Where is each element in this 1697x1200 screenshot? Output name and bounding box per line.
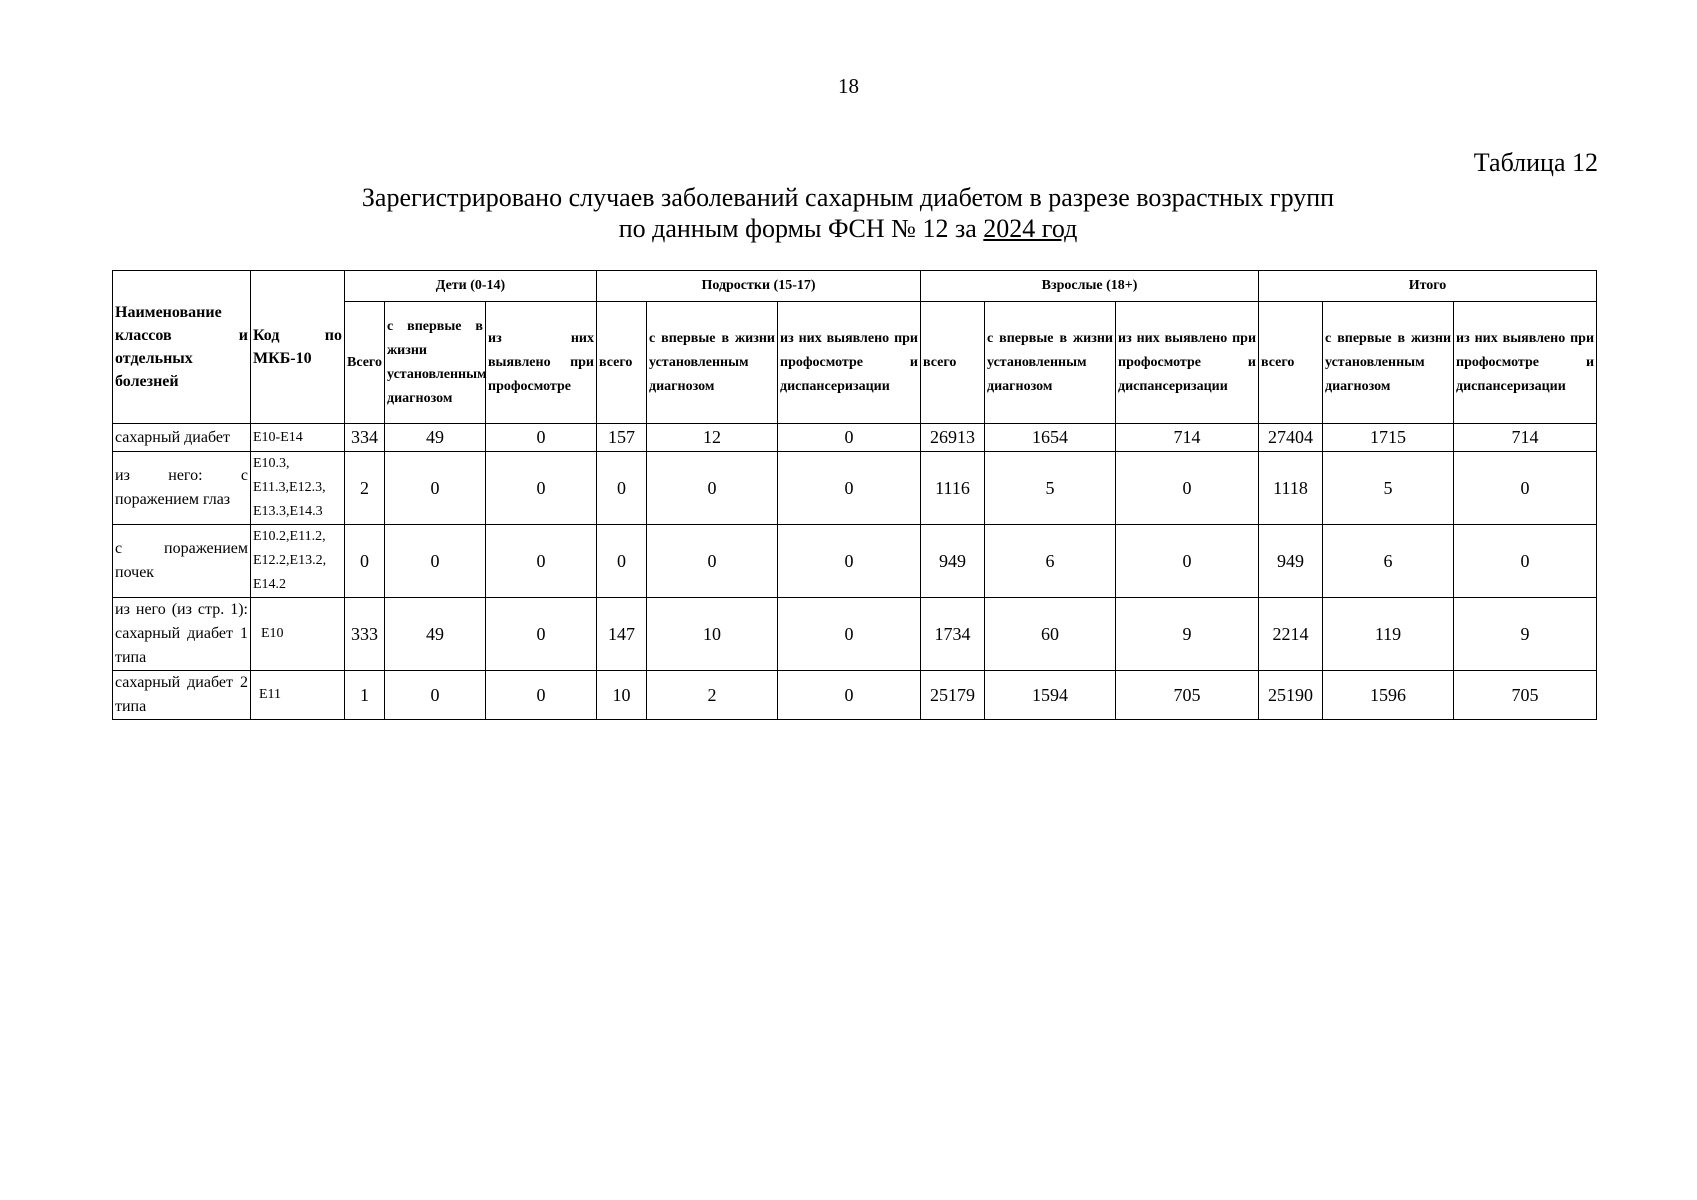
cell-teens-exam: 0 bbox=[778, 525, 921, 598]
cell-total-total: 27404 bbox=[1259, 424, 1323, 452]
table-label: Таблица 12 bbox=[1473, 148, 1598, 177]
col-header-name: Наименование классов и отдельных болезней bbox=[113, 271, 251, 424]
diabetes-table bbox=[112, 270, 1597, 720]
cell-adults-exam: 714 bbox=[1116, 424, 1259, 452]
cell-children-total: 2 bbox=[345, 452, 385, 525]
cell-teens-first: 0 bbox=[647, 452, 778, 525]
cell-children-total: 1 bbox=[345, 671, 385, 720]
table-title bbox=[112, 182, 1584, 244]
cell-total-exam: 0 bbox=[1454, 452, 1597, 525]
subheader-children-exam: из них выявлено при профосмотре bbox=[486, 302, 597, 424]
cell-adults-first: 1594 bbox=[985, 671, 1116, 720]
cell-teens-total: 157 bbox=[597, 424, 647, 452]
cell-adults-total: 25179 bbox=[921, 671, 985, 720]
cell-children-first: 0 bbox=[385, 525, 486, 598]
cell-teens-first: 2 bbox=[647, 671, 778, 720]
col-header-code: Код по МКБ-10 bbox=[251, 271, 345, 424]
subheader-adults-exam: из них выявлено при профосмотре и диспансеризации bbox=[1116, 302, 1259, 424]
cell-children-first: 49 bbox=[385, 598, 486, 671]
table-row bbox=[113, 424, 1597, 452]
table-row bbox=[113, 671, 1597, 720]
group-header-children: Дети (0-14) bbox=[345, 271, 597, 302]
row-name: из него: с поражением глаз bbox=[113, 452, 251, 525]
cell-children-total: 333 bbox=[345, 598, 385, 671]
cell-teens-exam: 0 bbox=[778, 598, 921, 671]
row-name: сахарный диабет bbox=[113, 424, 251, 452]
subheader-children-total: Всего bbox=[345, 302, 385, 424]
cell-adults-exam: 0 bbox=[1116, 452, 1259, 525]
title-year: 2024 год bbox=[983, 214, 1078, 243]
cell-total-exam: 714 bbox=[1454, 424, 1597, 452]
cell-children-first: 49 bbox=[385, 424, 486, 452]
cell-total-first: 1715 bbox=[1323, 424, 1454, 452]
cell-total-total: 2214 bbox=[1259, 598, 1323, 671]
cell-teens-total: 0 bbox=[597, 452, 647, 525]
cell-total-total: 1118 bbox=[1259, 452, 1323, 525]
group-header-teens: Подростки (15-17) bbox=[597, 271, 921, 302]
row-code: E10.3, E11.3,E12.3, E13.3,E14.3 bbox=[251, 452, 345, 525]
subheader-total-exam: из них выявлено при профосмотре и диспансеризации bbox=[1454, 302, 1597, 424]
cell-adults-total: 1734 bbox=[921, 598, 985, 671]
cell-adults-total: 949 bbox=[921, 525, 985, 598]
subheader-total-total: всего bbox=[1259, 302, 1323, 424]
cell-children-exam: 0 bbox=[486, 452, 597, 525]
cell-total-exam: 0 bbox=[1454, 525, 1597, 598]
cell-children-exam: 0 bbox=[486, 525, 597, 598]
cell-total-exam: 705 bbox=[1454, 671, 1597, 720]
cell-total-first: 119 bbox=[1323, 598, 1454, 671]
group-header-adults: Взрослые (18+) bbox=[921, 271, 1259, 302]
cell-teens-total: 0 bbox=[597, 525, 647, 598]
row-name: с поражением почек bbox=[113, 525, 251, 598]
cell-children-first: 0 bbox=[385, 452, 486, 525]
row-code: E10.2,E11.2, E12.2,E13.2, E14.2 bbox=[251, 525, 345, 598]
cell-adults-first: 1654 bbox=[985, 424, 1116, 452]
cell-total-total: 949 bbox=[1259, 525, 1323, 598]
table-row bbox=[113, 598, 1597, 671]
row-name: сахарный диабет 2 типа bbox=[113, 671, 251, 720]
cell-adults-first: 6 bbox=[985, 525, 1116, 598]
row-code: E10 bbox=[251, 598, 345, 671]
row-code: E11 bbox=[251, 671, 345, 720]
subheader-adults-first: с впервые в жизни установленным диагнозом bbox=[985, 302, 1116, 424]
subheader-adults-total: всего bbox=[921, 302, 985, 424]
subheader-children-first: с впервые в жизни установленным диагнозом bbox=[385, 302, 486, 424]
row-name: из него (из стр. 1): сахарный диабет 1 типа bbox=[113, 598, 251, 671]
subheader-teens-total: всего bbox=[597, 302, 647, 424]
cell-total-first: 5 bbox=[1323, 452, 1454, 525]
cell-teens-total: 147 bbox=[597, 598, 647, 671]
title-line-1: Зарегистрировано случаев заболеваний сахарным диабетом в разрезе возрастных групп bbox=[361, 183, 1335, 212]
cell-adults-total: 1116 bbox=[921, 452, 985, 525]
cell-children-total: 334 bbox=[345, 424, 385, 452]
cell-children-exam: 0 bbox=[486, 671, 597, 720]
cell-adults-exam: 705 bbox=[1116, 671, 1259, 720]
cell-teens-exam: 0 bbox=[778, 424, 921, 452]
cell-children-exam: 0 bbox=[486, 424, 597, 452]
subheader-teens-exam: из них выявлено при профосмотре и диспансеризации bbox=[778, 302, 921, 424]
cell-total-exam: 9 bbox=[1454, 598, 1597, 671]
cell-teens-total: 10 bbox=[597, 671, 647, 720]
table-row bbox=[113, 452, 1597, 525]
cell-total-total: 25190 bbox=[1259, 671, 1323, 720]
cell-teens-exam: 0 bbox=[778, 671, 921, 720]
row-code: E10-E14 bbox=[251, 424, 345, 452]
cell-children-total: 0 bbox=[345, 525, 385, 598]
cell-adults-total: 26913 bbox=[921, 424, 985, 452]
subheader-teens-first: с впервые в жизни установленным диагнозом bbox=[647, 302, 778, 424]
cell-children-exam: 0 bbox=[486, 598, 597, 671]
cell-teens-exam: 0 bbox=[778, 452, 921, 525]
cell-teens-first: 12 bbox=[647, 424, 778, 452]
cell-adults-exam: 9 bbox=[1116, 598, 1259, 671]
cell-adults-first: 60 bbox=[985, 598, 1116, 671]
page-number: 18 bbox=[838, 74, 859, 98]
subheader-total-first: с впервые в жизни установленным диагнозом bbox=[1323, 302, 1454, 424]
table-row bbox=[113, 525, 1597, 598]
group-header-total: Итого bbox=[1259, 271, 1597, 302]
cell-adults-exam: 0 bbox=[1116, 525, 1259, 598]
cell-teens-first: 0 bbox=[647, 525, 778, 598]
cell-children-first: 0 bbox=[385, 671, 486, 720]
title-line-2 bbox=[112, 213, 1584, 244]
cell-total-first: 1596 bbox=[1323, 671, 1454, 720]
cell-adults-first: 5 bbox=[985, 452, 1116, 525]
title-line-2-prefix: по данным формы ФСН № 12 за bbox=[618, 214, 984, 243]
group-header-row bbox=[113, 271, 1597, 302]
cell-teens-first: 10 bbox=[647, 598, 778, 671]
cell-total-first: 6 bbox=[1323, 525, 1454, 598]
